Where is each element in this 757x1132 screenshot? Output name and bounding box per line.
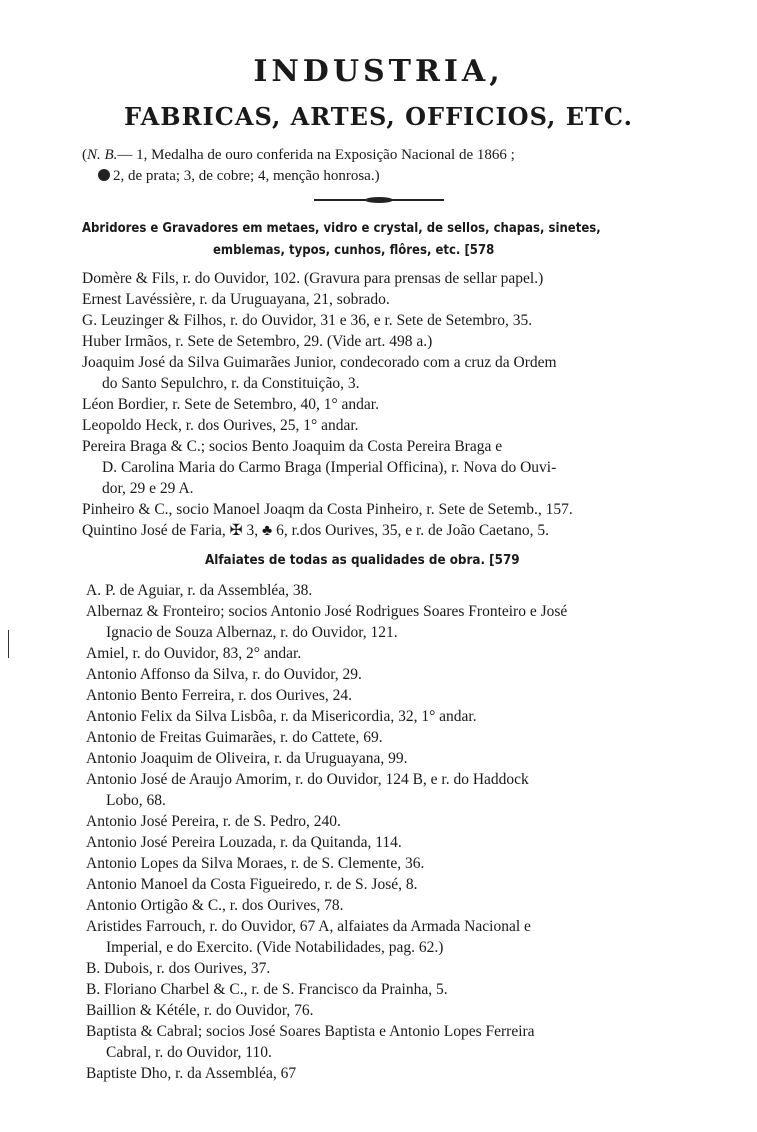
list-entry: Antonio de Freitas Guimarães, r. do Cattete, 69. (86, 729, 383, 746)
list-entry: Antonio Manoel da Costa Figueiredo, r. de S. José, 8. (86, 876, 418, 893)
list-entry: Baptiste Dho, r. da Assembléa, 67 (86, 1065, 297, 1082)
list-entry-continuation: Ignacio de Souza Albernaz, r. do Ouvidor, 121. (106, 624, 398, 641)
list-entry: Pereira Braga & C.; socios Bento Joaquim da Costa Pereira Braga e (82, 438, 503, 455)
list-entry: Antonio Lopes da Silva Moraes, r. de S. Clemente, 36. (86, 855, 425, 872)
list-entry: Baillion & Kétéle, r. do Ouvidor, 76. (86, 1002, 314, 1019)
list-entry: Ernest Lavéssière, r. da Uruguayana, 21, sobrado. (82, 291, 390, 308)
list-entry-continuation: Imperial, e do Exercito. (Vide Notabilidades, pag. 62.) (106, 939, 444, 956)
list-entry: Domère & Fils, r. do Ouvidor, 102. (Gravura para prensas de sellar papel.) (82, 270, 544, 287)
nota-bene: N. B. (87, 147, 118, 163)
list-entry: Antonio José de Araujo Amorim, r. do Ouvidor, 124 B, e r. do Haddock (86, 771, 529, 788)
list-entry: Aristides Farrouch, r. do Ouvidor, 67 A, alfaiates da Armada Nacional e (86, 918, 531, 935)
list-entry-continuation: dor, 29 e 29 A. (102, 480, 194, 497)
list-entry: Antonio José Pereira Louzada, r. da Quitanda, 114. (86, 834, 402, 851)
margin-mark (8, 630, 9, 658)
medal-note-line-2: 2, de prata; 3, de cobre; 4, menção honrosa.) (82, 166, 702, 187)
list-entry: Léon Bordier, r. Sete de Setembro, 40, 1° andar. (82, 396, 379, 413)
list-entry-continuation: Lobo, 68. (106, 792, 166, 809)
page-title: INDUSTRIA, (253, 54, 504, 89)
list-entry-continuation: Cabral, r. do Ouvidor, 110. (106, 1044, 272, 1061)
list-entry: A. P. de Aguiar, r. da Assembléa, 38. (86, 582, 313, 599)
list-entry: Leopoldo Heck, r. dos Ourives, 25, 1° andar. (82, 417, 359, 434)
section-heading-tailors: Alfaiates de todas as qualidades de obra. [579 (205, 553, 520, 568)
list-entry: Antonio Bento Ferreira, r. dos Ourives, 24. (86, 687, 353, 704)
section-heading-engravers-line-1: Abridores e Gravadores em metaes, vidro e crystal, de sellos, chapas, sinetes, (82, 221, 601, 236)
list-entry: G. Leuzinger & Filhos, r. do Ouvidor, 31 e 36, e r. Sete de Setembro, 35. (82, 312, 533, 329)
list-entry: B. Dubois, r. dos Ourives, 37. (86, 960, 271, 977)
list-entry: Antonio José Pereira, r. de S. Pedro, 240. (86, 813, 341, 830)
list-entry: Huber Irmãos, r. Sete de Setembro, 29. (Vide art. 498 a.) (82, 333, 433, 350)
list-entry: Antonio Affonso da Silva, r. do Ouvidor, 29. (86, 666, 362, 683)
list-entry: Pinheiro & C., socio Manoel Joaqm da Costa Pinheiro, r. Sete de Setemb., 157. (82, 501, 573, 518)
medal-note (82, 145, 702, 187)
list-entry-continuation: do Santo Sepulchro, r. da Constituição, 3. (102, 375, 360, 392)
list-entry: Amiel, r. do Ouvidor, 83, 2° andar. (86, 645, 302, 662)
medal-icon (98, 169, 110, 181)
list-entry: B. Floriano Charbel & C., r. de S. Francisco da Prainha, 5. (86, 981, 448, 998)
list-entry-continuation: D. Carolina Maria do Carmo Braga (Imperial Officina), r. Nova do Ouvi- (102, 459, 557, 476)
ornament-divider-icon (314, 196, 444, 204)
list-entry: Antonio Felix da Silva Lisbôa, r. da Misericordia, 32, 1° andar. (86, 708, 477, 725)
medal-note-line-1: (N. B.— 1, Medalha de ouro conferida na Exposição Nacional de 1866 ; (82, 147, 515, 163)
list-entry: Baptista & Cabral; socios José Soares Baptista e Antonio Lopes Ferreira (86, 1023, 535, 1040)
list-entry: Antonio Ortigão & C., r. dos Ourives, 78. (86, 897, 344, 914)
list-entry: Joaquim José da Silva Guimarães Junior, condecorado com a cruz da Ordem (82, 354, 557, 371)
page-subtitle: FABRICAS, ARTES, OFFICIOS, ETC. (124, 102, 633, 131)
list-entry: Antonio Joaquim de Oliveira, r. da Uruguayana, 99. (86, 750, 408, 767)
decorative-rule (0, 196, 757, 204)
list-entry: Quintino José de Faria, ✠ 3, ♣ 6, r.dos Ourives, 35, e r. de João Caetano, 5. (82, 522, 549, 539)
section-heading-engravers-line-2: emblemas, typos, cunhos, flôres, etc. [578 (213, 243, 495, 258)
list-entry: Albernaz & Fronteiro; socios Antonio José Rodrigues Soares Fronteiro e José (86, 603, 568, 620)
